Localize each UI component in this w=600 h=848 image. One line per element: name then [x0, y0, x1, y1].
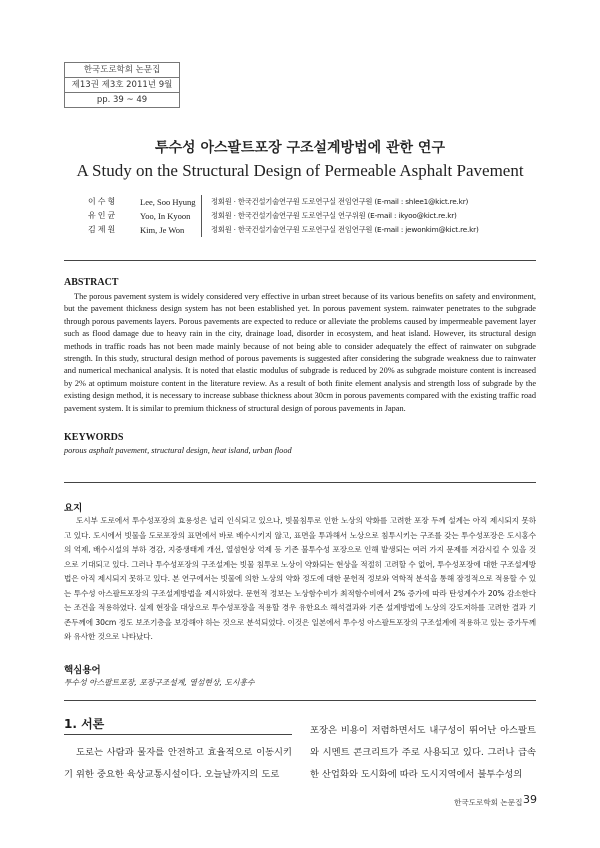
paper-title-korean: 투수성 아스팔트포장 구조설계방법에 관한 연구 [155, 140, 445, 156]
author-name-korean: 김제원 [88, 225, 118, 234]
intro-heading-rule [64, 734, 292, 735]
intro-text-left-column: 도로는 사람과 물자를 안전하고 효율적으로 이동시키기 위한 중요한 육상교통시설이다. 오늘날까지의 도로 [64, 747, 292, 780]
author-affiliation: 정회원 · 한국건설기술연구원 도로연구실 연구위원 (E-mail : ikyoo@kict.re.kr) [211, 211, 457, 220]
author-name-korean: 이수형 [88, 197, 118, 206]
author-divider [201, 195, 202, 209]
journal-volume-issue: 제13권 제3호 2011년 9월 [65, 78, 179, 93]
journal-name: 한국도로학회 논문집 [65, 63, 179, 78]
author-name-english: Lee, Soo Hyung [140, 197, 196, 207]
abstract-text: The porous pavement system is widely considered very effective in urban street because of its various benefits on safety and environment, but the pavement thickness design system has not been established yet. In porous pavement system. rainwater penetrates to the subgrade through porous pavements layers. Porous pavements are expected to reduce or alleviate the problems caused by impermeable pavement layer such as flood damage due to heavy rain in the city, drainage load, disorder in ecosystem, and heat island. However, its structural design methods in traffic roads has not been made mainly because of not being able to consider adequately the effect of rainwater on subgrade strength. In this study, structural design method of porous pavements is suggested after considering the subgrade weakness due to rainwater and numerical mechanical analysis. It is noted that elastic modulus of subgrade is reduced by 20% as subgrade moisture content is increased by 2% at optimum moisture content in the literature review. As a result of both finite element analysis and strength loss of subgrade by the existing design method, it is necessary to increase subbase thickness about 30cm in porous pavements compared with the existing traffic road pavement system. It is similar to premium thickness of structural design of porous pavements in Japan. [64, 292, 536, 413]
paper-title-english: A Study on the Structural Design of Permeable Asphalt Pavement [76, 161, 524, 180]
author-name-english: Kim, Je Won [140, 225, 185, 235]
author-row [88, 209, 548, 223]
author-divider [201, 209, 202, 223]
intro-text-right-column: 포장은 비용이 저렴하면서도 내구성이 뛰어난 아스팔트와 시멘트 콘크리트가 주로 사용되고 있다. 그러나 급속한 산업화와 도시화에 따라 도시지역에서 불투수성의 [310, 725, 536, 780]
summary-heading: 요지 [64, 503, 83, 514]
keywords-korean-text: 투수성 아스팔트포장, 포장구조설계, 열섬현상, 도시홍수 [64, 678, 255, 687]
keywords-text: porous asphalt pavement, structural design, heat island, urban flood [64, 446, 292, 455]
footer-journal-name: 한국도로학회 논문집 [454, 798, 523, 807]
author-row [88, 195, 548, 209]
author-affiliation: 정회원 · 한국건설기술연구원 도로연구실 전임연구원 (E-mail : shlee1@kict.re.kr) [211, 197, 469, 206]
page-number: 39 [523, 793, 537, 806]
author-name-english: Yoo, In Kyoon [140, 211, 191, 221]
journal-info-box [64, 62, 180, 108]
journal-pages: pp. 39 ~ 49 [96, 95, 148, 105]
summary-text: 도시부 도로에서 투수성포장의 효용성은 널리 인식되고 있으나, 빗물침투로 인한 노상의 약화를 고려한 포장 두께 설계는 아직 제시되지 못하고 있다. 도시에서 빗물을 도로포장의 표면에서 바로 배수시키지 않고, 표면을 투과해서 노상으로 침투시키는 구조를 갖는 투수성포장은 도시홍수의 억제, 배수시설의 부하 경감, 지중생태계 개선, 열섬현상 억제 등 기존 불투수성 포장으로 인해 발생되는 여러 가지 문제를 저감시킬 수 있을 것으로 기대되고 있다. 그러나 투수성포장의 구조설계는 빗물 침투로 노상이 약화되는 현상을 적절히 고려할 수 없어, 투수성포장에 대한 구조설계방법은 아직 제시되지 못하고 있다. 본 연구에서는 빗물에 의한 노상의 약화 정도에 대한 문헌적 정보와 역학적 분석을 통해 잠정적으로 적용할 수 있는 투수성 아스팔트포장의 구조설계방법을 제시하였다. 문헌적 정보는 노상함수비가 최적함수비에서 2% 증가에 따라 탄성계수가 20% 감소한다는 조건을 적용하였다. 실제 현장을 대상으로 투수성포장을 적용할 경우 유한요소 해석결과와 기존 설계방법에 노상의 강도저하를 고려한 결과 기존두께에 30cm 정도 보조기층을 보강해야 하는 것으로 분석되었다. 이것은 일본에서 투수성 아스팔트포장의 구조설계에 적용하고 있는 증가두께와 유사한 것으로 나타났다. [64, 516, 536, 641]
author-list [88, 195, 548, 237]
section-divider [64, 260, 536, 261]
author-name-korean: 유인균 [88, 211, 118, 220]
intro-heading: 1. 서론 [64, 717, 105, 731]
section-divider [64, 482, 536, 483]
keywords-korean-heading: 핵심용어 [64, 665, 101, 676]
author-row [88, 223, 548, 237]
author-affiliation: 정회원 · 한국건설기술연구원 도로연구실 전임연구원 (E-mail : jewonkim@kict.re.kr) [211, 225, 479, 234]
section-divider [64, 700, 536, 701]
keywords-heading: KEYWORDS [64, 432, 124, 443]
abstract-heading: ABSTRACT [64, 277, 119, 288]
author-divider [201, 223, 202, 237]
